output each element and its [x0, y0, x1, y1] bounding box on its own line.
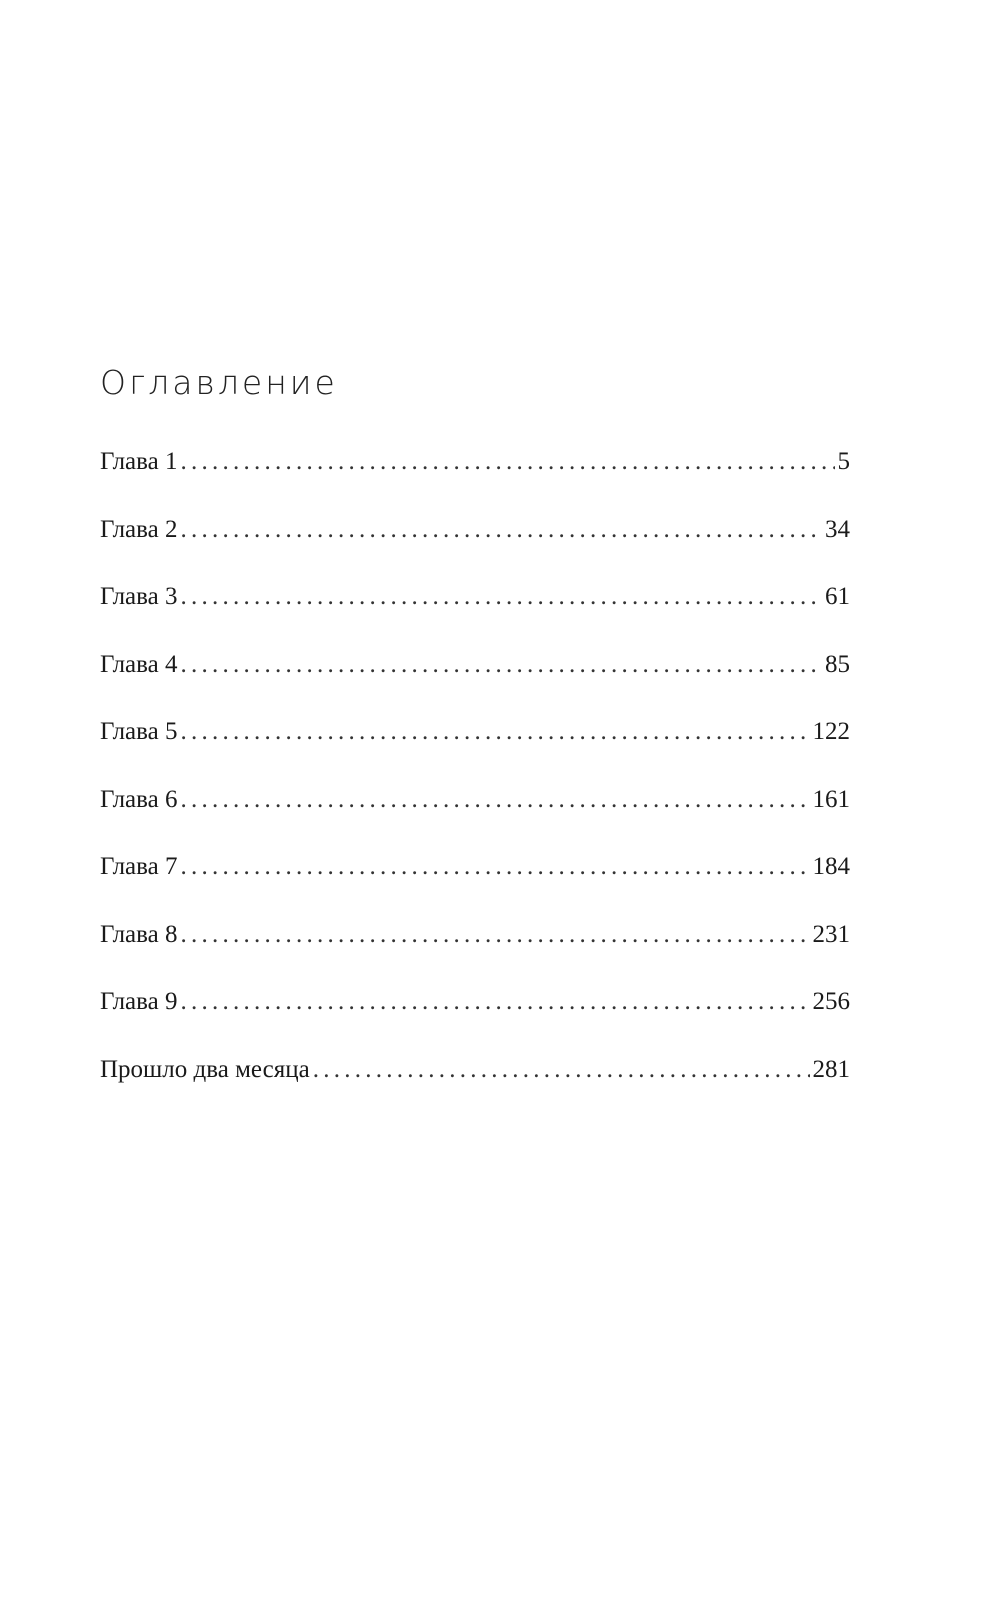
- toc-entry-label: Прошло два месяца: [100, 1055, 310, 1083]
- dot-leader: [180, 583, 822, 611]
- dot-leader: [313, 1056, 810, 1084]
- toc-entry-label: Глава 7: [100, 853, 178, 880]
- toc-entry-page: 5: [837, 448, 850, 475]
- toc-entry-chapter-6[interactable]: [100, 786, 850, 854]
- toc-entry-epilogue[interactable]: [100, 1056, 850, 1124]
- toc-entry-label: Глава 4: [100, 650, 178, 678]
- dot-leader: [180, 448, 834, 476]
- toc-entry-chapter-7[interactable]: [100, 853, 850, 921]
- toc-entry-chapter-9[interactable]: [100, 988, 850, 1056]
- toc-entry-page: 184: [812, 853, 850, 880]
- toc-entry-page: 231: [812, 920, 850, 948]
- toc-entry-page: 122: [812, 718, 850, 745]
- dot-leader: [180, 651, 822, 679]
- toc-entry-label: Глава 5: [100, 718, 178, 745]
- page-title: Оглавление: [100, 363, 338, 402]
- toc-entry-chapter-8[interactable]: [100, 921, 850, 989]
- table-of-contents: [100, 448, 850, 1123]
- dot-leader: [180, 853, 809, 881]
- toc-entry-label: Глава 2: [100, 515, 178, 543]
- toc-entry-page: 281: [812, 1055, 850, 1083]
- dot-leader: [180, 988, 809, 1016]
- toc-entry-label: Глава 9: [100, 988, 178, 1015]
- toc-entry-label: Глава 8: [100, 920, 178, 948]
- dot-leader: [180, 786, 809, 814]
- toc-entry-chapter-5[interactable]: [100, 718, 850, 786]
- toc-entry-chapter-2[interactable]: [100, 516, 850, 584]
- toc-entry-page: 85: [825, 650, 850, 678]
- dot-leader: [180, 718, 809, 746]
- toc-entry-page: 256: [812, 988, 850, 1015]
- toc-entry-chapter-3[interactable]: [100, 583, 850, 651]
- toc-entry-label: Глава 1: [100, 448, 178, 475]
- toc-entry-page: 61: [825, 583, 850, 610]
- toc-entry-page: 161: [812, 785, 850, 813]
- toc-entry-chapter-4[interactable]: [100, 651, 850, 719]
- toc-entry-label: Глава 3: [100, 583, 178, 610]
- dot-leader: [180, 516, 822, 544]
- dot-leader: [180, 921, 809, 949]
- toc-entry-label: Глава 6: [100, 785, 178, 813]
- toc-entry-page: 34: [825, 515, 850, 543]
- toc-entry-chapter-1[interactable]: [100, 448, 850, 516]
